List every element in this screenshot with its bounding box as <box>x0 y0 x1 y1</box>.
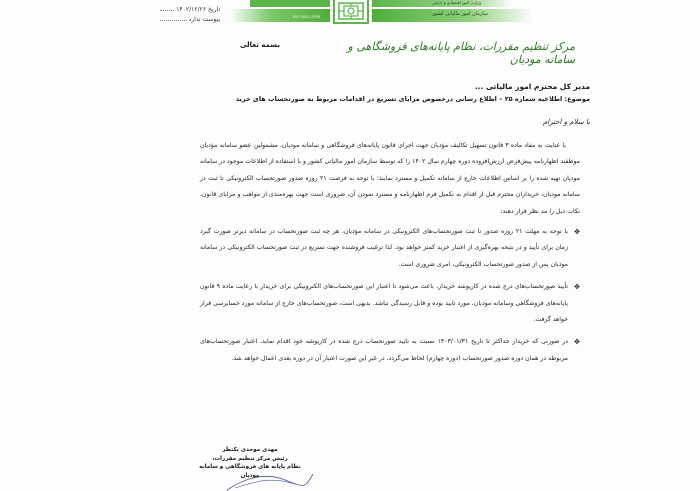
attachment-dots <box>160 14 187 21</box>
date-dots <box>160 4 174 11</box>
attachment-label: پیوست ندارد <box>188 16 220 23</box>
header-band-left <box>230 9 330 22</box>
signatory-name: مهدی موحدی بکنظر <box>222 447 278 453</box>
date-row <box>160 4 220 14</box>
date-label: تاریخ <box>208 6 220 13</box>
flower-bullet-icon: ✥ <box>574 283 580 292</box>
signatory-title-2: نظام پایانه های فروشگاهی و سامانه مودیان <box>199 464 301 479</box>
header-band-top-left <box>250 0 330 7</box>
handwritten-signature-icon <box>225 470 315 491</box>
iso-label: ISO 9001-2008 <box>292 14 320 19</box>
signatory-title-1: رئیس مرکز تنظیم مقررات، <box>212 455 288 462</box>
bullet-text: تأیید صورتحساب‌های درج شده در کارپوشه خریدار، باعث می‌شود تا اعتبار این صورتحساب‌های الکترونیکی برای خریدار با رعایت ماده ۹ قانون پایانه‌های فروشگاهی وسامانه مودیان، مورد تایید بوده و قابل رسیدگی نباشد. بدیهی است، صورتحساب‌های خارج از سامانه مورد حسابرسی قرار خواهد گرفت. <box>200 283 568 324</box>
bullet-text: در صورتی که خریدار حداکثر تا تاریخ ۱۴۰۳/۰۱/۳۱ نسبت به تایید صورتحساب درج شده در کارپوشه خود اقدام نماید، اعتبار صورتحساب‌های مربوطه در همان دوره صدور صورتحساب (دوره چهارم) لحاظ می‌گردد، در غیر این صورت اعتبار آن در دوره بعدی اعمال خواهد شد. <box>200 338 568 362</box>
letter-meta <box>160 4 220 24</box>
organization-name: سازمان امور مالیاتی کشور <box>432 11 488 17</box>
center-title: مرکز تنظیم مقررات، نظام پایانه‌های فروشگاهی و سامانه مودیان <box>347 40 575 66</box>
bullet-text: با توجه به مهلت ۲۱ روزه صدور تا ثبت صورتحساب‌های الکترونیکی در سامانه مؤدیان، هر چه ثبت صورتحساب در سامانه دیرتر صورت گیرد زمان برای تأیید و در نتیجه بهره‌گیری از اعتبار خرید کمتر خواهد بود. لذا ترغیب فروشنده جهت تسریع در ثبت صورتحساب الکترونیکی در سامانه مودیان پس از صدور صورتحساب الکترونیکی، امری ضروری است. <box>200 228 568 268</box>
bullet-item <box>200 279 580 328</box>
attachment-row <box>160 14 220 24</box>
addressee: مدیر کل محترم امور مالیاتی ... <box>474 82 590 91</box>
letter-body <box>200 138 580 373</box>
greeting: با سلام و احترام <box>542 118 590 126</box>
intro-paragraph: با عنایت به مفاد ماده ۳ قانون تسهیل تکالیف مؤدیان جهت اجرای قانون پایانه‌های فروشگاهی و سامانه مودیان، مشمولین عضو سامانه مؤدیان موظفند اظهارنامه پیش‌فرض ارزش‌افزوده دوره چهارم سال ۱۴۰۲ را که توسط سازمان امور مالیاتی کشور و با استفاده از اطلاعات موجود در سامانه مودیان تهیه شده را بر اساس اطلاعات خارج از سامانه تکمیل و مسترد نمایند؛ با توجه به فرصت ۲۱ روزه صدور صورتحساب الکترونیکی تا ثبت در سامانه مودیان، خریداران محترم قبل از اقدام به تکمیل فرم اظهارنامه و مسترد نمودن آن، ضروری است جهت بهره‌مندی از مواهب و مزایای قانون، نکات ذیل را مد نظر قرار دهند: <box>200 142 580 215</box>
basmala: بسمه تعالی <box>239 41 280 49</box>
subject-line: موضوع: اطلاعیه شماره ۲۵ – اطلاع رسانی درخصوص مزایای تسریع در اقدامات مربوط به صورتحساب های خرید <box>235 95 590 103</box>
bullet-list <box>200 224 580 367</box>
bullet-item <box>200 334 580 367</box>
flower-bullet-icon: ✥ <box>574 228 580 237</box>
bullet-item <box>200 224 580 273</box>
flower-bullet-icon: ✥ <box>574 338 580 347</box>
header-band-top-right <box>372 0 512 7</box>
tax-organization-logo-icon <box>333 0 369 24</box>
date-value: ۱۴۰۲/۱۲/۲۶ <box>176 6 207 13</box>
ministry-name: وزارت امور اقتصادی و دارایی <box>432 0 482 5</box>
header-band-right <box>372 9 532 22</box>
